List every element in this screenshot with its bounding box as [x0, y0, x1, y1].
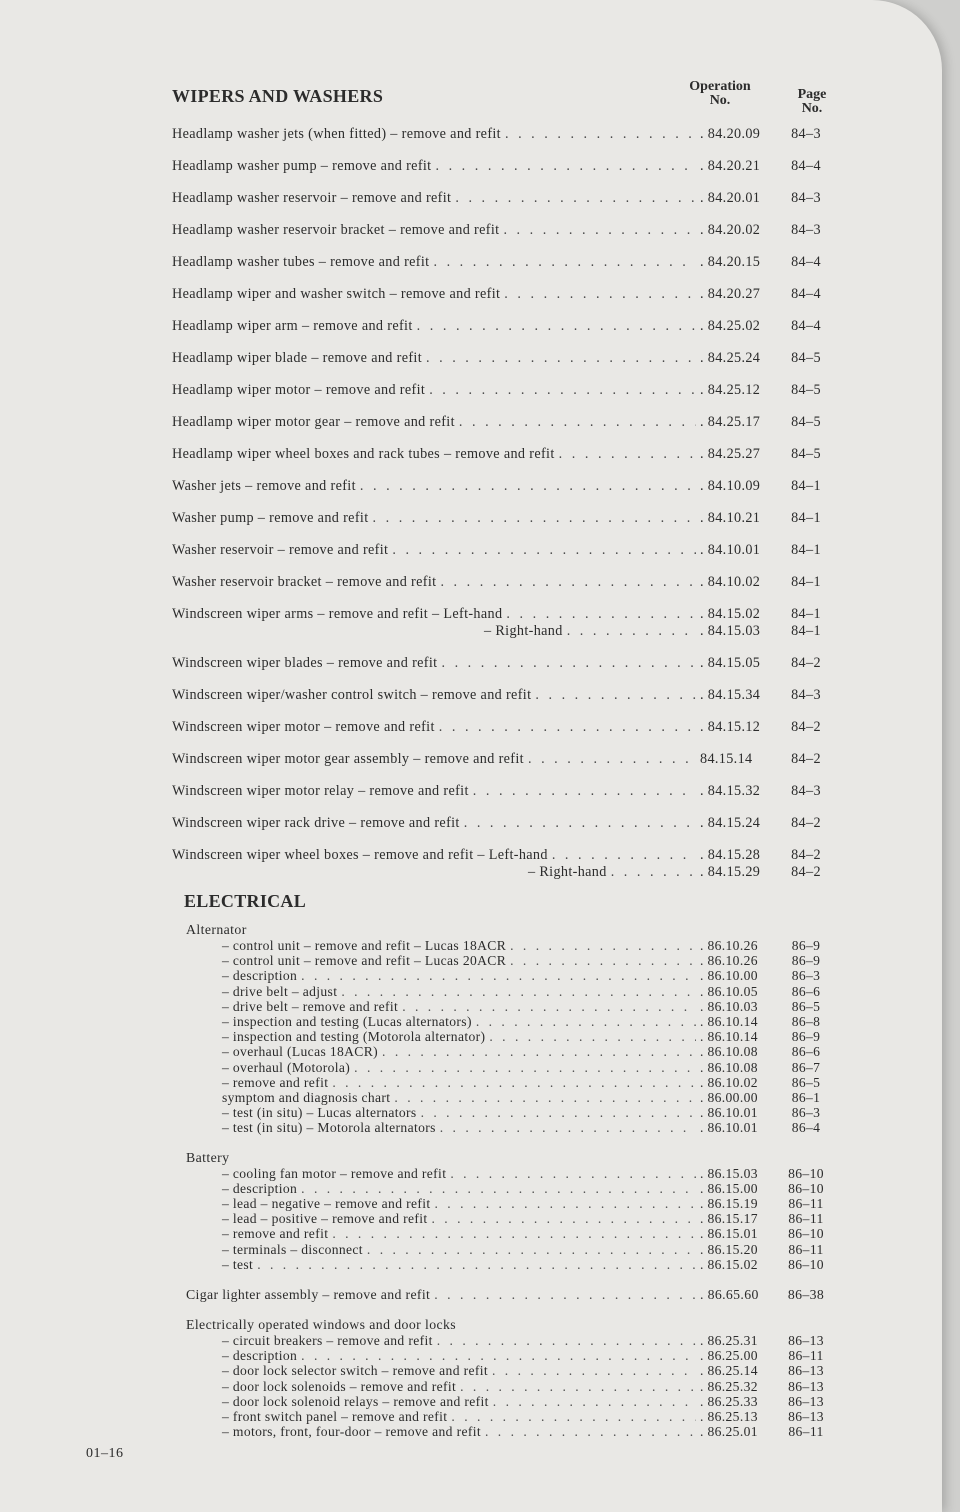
dot-leader — [451, 1409, 696, 1424]
page-number: 84–5 — [791, 446, 821, 462]
index-entry — [172, 446, 836, 463]
operation-header-line1: Operation — [689, 79, 751, 94]
index-entry — [172, 382, 836, 399]
electrical-list — [172, 922, 836, 1439]
entry-description: Washer reservoir – remove and refit — [172, 542, 389, 558]
entry-description: Windscreen wiper motor – remove and refit — [172, 719, 435, 735]
operation-no-header — [680, 80, 760, 108]
operation-number: . 86.25.01 — [700, 1424, 758, 1440]
dot-leader — [301, 1348, 696, 1363]
dot-leader — [441, 655, 696, 672]
dot-leader — [367, 1242, 696, 1257]
dot-leader — [439, 719, 696, 736]
index-entry — [172, 655, 836, 672]
entry-description: Headlamp wiper wheel boxes and rack tubes – remove and refit — [172, 446, 555, 462]
page-number: 84–4 — [791, 158, 821, 174]
entry-description: – door lock solenoid relays – remove and refit — [222, 1393, 489, 1409]
operation-number: . 86.25.31 — [700, 1333, 758, 1349]
operation-number: . 84.10.21 — [700, 510, 761, 526]
entry-description: – motors, front, four-door – remove and refit — [222, 1424, 481, 1440]
page-number: 86–10 — [788, 1165, 824, 1181]
page-number: 84–1 — [791, 606, 821, 622]
wiper-arms-entry — [172, 606, 836, 640]
entry-description: – description — [222, 1348, 298, 1364]
dot-leader — [476, 1014, 696, 1029]
index-entry — [186, 938, 836, 953]
index-entry — [186, 1090, 836, 1105]
page-no-header — [784, 88, 840, 116]
page-number: 86–10 — [788, 1226, 824, 1242]
entry-description: – inspection and testing (Motorola alternator) — [222, 1029, 486, 1045]
operation-number: . 84.15.34 — [700, 687, 761, 703]
page-number: 86–8 — [791, 1014, 821, 1030]
operation-number: . 84.25.12 — [700, 382, 761, 398]
page-number: 86–13 — [788, 1393, 824, 1409]
dot-leader — [611, 864, 696, 881]
index-entry — [172, 719, 836, 736]
page-number: 86–13 — [788, 1363, 824, 1379]
dot-leader — [332, 1075, 696, 1090]
page-number: 84–2 — [791, 719, 821, 735]
operation-number: . 86.15.01 — [700, 1226, 758, 1242]
operation-number: . 86.25.32 — [700, 1378, 758, 1394]
index-entry — [186, 984, 836, 999]
operation-number: . 86.10.08 — [700, 1044, 758, 1060]
operation-number: . 84.10.09 — [700, 478, 761, 494]
operation-number: . 86.25.33 — [700, 1393, 758, 1409]
page-number: 86–4 — [791, 1120, 821, 1136]
page-number: 86–3 — [791, 968, 821, 984]
operation-number: . 86.65.60 — [700, 1287, 759, 1303]
page-header-line1: Page — [797, 87, 827, 102]
dot-leader — [506, 606, 696, 623]
page-number: 84–5 — [791, 350, 821, 366]
page-number: 86–11 — [788, 1241, 824, 1257]
page-number: 84–3 — [791, 783, 821, 799]
index-entry — [186, 953, 836, 968]
operation-number: . 86.15.03 — [700, 1165, 758, 1181]
dot-leader — [437, 1333, 696, 1348]
dot-leader — [535, 687, 696, 704]
dot-leader — [493, 1394, 696, 1409]
page-footer-number: 01–16 — [86, 1446, 124, 1461]
index-entry — [186, 1105, 836, 1120]
dot-leader — [429, 382, 696, 399]
entry-description: – drive belt – adjust — [222, 983, 338, 999]
operation-number: . 86.10.01 — [700, 1105, 758, 1121]
wheel-boxes-entry — [172, 847, 836, 881]
entry-description: Headlamp wiper motor gear – remove and refit — [172, 414, 455, 430]
operation-number: . 86.10.02 — [700, 1074, 758, 1090]
dot-leader — [492, 1363, 696, 1378]
page-number: 86–13 — [788, 1378, 824, 1394]
operation-number: . 84.15.32 — [700, 783, 761, 799]
operation-number: . 84.20.21 — [700, 158, 761, 174]
section-header — [172, 78, 836, 126]
operation-number: 84.15.14 — [700, 751, 753, 767]
index-entry — [186, 1060, 836, 1075]
operation-number: . 86.10.00 — [700, 968, 758, 984]
operation-number: . 86.00.00 — [700, 1090, 758, 1106]
page-number: 84–4 — [791, 286, 821, 302]
entry-description: Headlamp washer reservoir – remove and refit — [172, 190, 452, 206]
operation-number: . 84.10.01 — [700, 542, 761, 558]
page-number: 86–13 — [788, 1333, 824, 1349]
index-entry — [186, 1348, 836, 1363]
page-number: 86–9 — [791, 938, 821, 953]
entry-description: – door lock selector switch – remove and refit — [222, 1363, 488, 1379]
dot-leader — [528, 751, 696, 768]
operation-number: . 84.20.02 — [700, 222, 761, 238]
index-entry — [172, 254, 836, 271]
dot-leader — [435, 1196, 697, 1211]
operation-number: . 84.20.09 — [700, 126, 761, 142]
dot-leader — [257, 1257, 696, 1272]
index-entry — [186, 1394, 836, 1409]
dot-leader — [417, 318, 696, 335]
dot-leader — [354, 1060, 696, 1075]
entry-description: Headlamp wiper arm – remove and refit — [172, 318, 413, 334]
entry-description: – Right-hand — [484, 623, 563, 639]
dot-leader — [435, 158, 696, 175]
dot-leader — [473, 783, 696, 800]
index-entry — [172, 751, 836, 768]
operation-number: . 86.10.14 — [700, 1014, 758, 1030]
entry-description: – remove and refit — [222, 1226, 329, 1242]
entry-description: – description — [222, 968, 298, 984]
operation-number: . 84.15.02 — [700, 606, 761, 622]
cigar-lighter-entry — [186, 1286, 836, 1303]
index-entry — [186, 1181, 836, 1196]
index-entry — [186, 1242, 836, 1257]
page-number: 86–10 — [788, 1256, 824, 1272]
operation-header-line2: No. — [709, 93, 731, 108]
operation-number: . 86.10.01 — [700, 1120, 758, 1136]
index-entry — [186, 1424, 836, 1439]
index-entry — [186, 1409, 836, 1424]
page-number: 86–1 — [791, 1090, 821, 1106]
alternator-items — [186, 938, 836, 1136]
index-entry — [172, 414, 836, 431]
index-entry — [172, 815, 836, 832]
index-entry — [172, 318, 836, 335]
group-label: Battery — [186, 1149, 230, 1165]
entry-description: – inspection and testing (Lucas alternators) — [222, 1014, 472, 1030]
index-entry — [186, 1226, 836, 1241]
page-number: 84–5 — [791, 414, 821, 430]
operation-number: . 86.10.05 — [700, 983, 758, 999]
operation-number: . 86.10.08 — [700, 1059, 758, 1075]
index-entry — [186, 1333, 836, 1348]
index-entry — [172, 158, 836, 175]
operation-number: . 84.20.27 — [700, 286, 761, 302]
page-number: 84–1 — [791, 542, 821, 558]
index-entry — [186, 968, 836, 983]
entry-description: – lead – negative – remove and refit — [222, 1196, 431, 1212]
operation-number: . 86.15.17 — [700, 1211, 758, 1227]
operation-number: . 86.10.26 — [700, 938, 758, 953]
entry-description: – test (in situ) – Lucas alternators — [222, 1105, 417, 1121]
page-number: 84–1 — [791, 510, 821, 526]
alternator-group — [186, 922, 836, 1136]
entry-description: – overhaul (Lucas 18ACR) — [222, 1044, 379, 1060]
page-number: 86–5 — [791, 1074, 821, 1090]
entry-description: Windscreen wiper motor gear assembly – remove and refit — [172, 751, 524, 767]
entry-description: – circuit breakers – remove and refit — [222, 1333, 433, 1349]
entry-description: – remove and refit — [222, 1074, 329, 1090]
index-entry — [186, 1211, 836, 1226]
dot-leader — [503, 222, 696, 239]
dot-leader — [332, 1226, 696, 1241]
operation-number: . 86.15.00 — [700, 1180, 758, 1196]
page-number: 86–10 — [788, 1180, 824, 1196]
operation-number: . 84.25.24 — [700, 350, 761, 366]
index-entry — [172, 574, 836, 591]
operation-number: . 84.20.15 — [700, 254, 761, 270]
index-entry — [186, 999, 836, 1014]
operation-number: . 84.15.28 — [700, 847, 761, 863]
entry-description: Windscreen wiper wheel boxes – remove and refit – Left-hand — [172, 847, 548, 863]
dot-leader — [432, 1211, 697, 1226]
section-title: WIPERS AND WASHERS — [172, 86, 384, 106]
page-number: 84–5 — [791, 382, 821, 398]
entry-description: Headlamp washer reservoir bracket – remove and refit — [172, 222, 500, 238]
page-number: 86–11 — [788, 1424, 824, 1440]
entry-description: – overhaul (Motorola) — [222, 1059, 351, 1075]
entry-description: – test (in situ) – Motorola alternators — [222, 1120, 436, 1136]
page-number: 84–2 — [791, 864, 821, 880]
operation-number: . 86.10.26 — [700, 953, 758, 969]
page-number: 86–7 — [791, 1059, 821, 1075]
entry-description: Headlamp washer tubes – remove and refit — [172, 254, 430, 270]
operation-number: . 84.10.02 — [700, 574, 761, 590]
operation-number: . 86.25.00 — [700, 1348, 758, 1364]
index-entry — [186, 1044, 836, 1059]
dot-leader — [459, 414, 696, 431]
index-entry — [186, 1196, 836, 1211]
entry-description: Windscreen wiper arms – remove and refit – Left-hand — [172, 606, 503, 622]
index-entry — [172, 783, 836, 800]
dot-leader — [460, 1379, 696, 1394]
index-entry — [172, 478, 836, 495]
dot-leader — [421, 1105, 696, 1120]
battery-items — [186, 1166, 836, 1272]
operation-number: . 86.10.14 — [700, 1029, 758, 1045]
dot-leader — [301, 968, 696, 983]
dot-leader — [440, 574, 696, 591]
index-entry — [172, 126, 836, 143]
operation-number: . 86.10.03 — [700, 998, 758, 1014]
dot-leader — [510, 953, 696, 968]
operation-number: . 86.25.14 — [700, 1363, 758, 1379]
entry-description: – front switch panel – remove and refit — [222, 1409, 448, 1425]
operation-number: . 84.25.02 — [700, 318, 761, 334]
group-label: Electrically operated windows and door locks — [186, 1317, 457, 1333]
entry-description: Windscreen wiper rack drive – remove and refit — [172, 815, 460, 831]
index-entry — [186, 1014, 836, 1029]
dot-leader — [489, 1029, 696, 1044]
operation-number: . 84.15.03 — [700, 623, 761, 639]
page-number: 86–5 — [791, 998, 821, 1014]
entry-description: symptom and diagnosis chart — [222, 1090, 391, 1106]
page-number: 84–2 — [791, 847, 821, 863]
entry-description: – door lock solenoids – remove and refit — [222, 1378, 457, 1394]
operation-number: . 84.25.17 — [700, 414, 761, 430]
battery-group — [186, 1150, 836, 1272]
index-entry — [186, 1166, 836, 1181]
dot-leader — [392, 542, 696, 559]
entry-description: Headlamp washer pump – remove and refit — [172, 158, 432, 174]
operation-number: . 84.15.12 — [700, 719, 761, 735]
index-content — [172, 78, 836, 1453]
index-entry — [186, 1363, 836, 1378]
dot-leader — [341, 984, 696, 999]
index-entry — [186, 1379, 836, 1394]
page-number: 86–6 — [791, 983, 821, 999]
operation-number: . 86.15.20 — [700, 1241, 758, 1257]
operation-number: . 84.15.24 — [700, 815, 761, 831]
index-entry — [172, 542, 836, 559]
entry-description: – test — [222, 1256, 254, 1272]
page-number: 84–3 — [791, 687, 821, 703]
index-entry — [172, 222, 836, 239]
wipers-list-2 — [172, 655, 836, 832]
page-number: 84–1 — [791, 478, 821, 494]
page-number: 84–1 — [791, 623, 821, 639]
page-number: 84–3 — [791, 222, 821, 238]
windows-group — [186, 1317, 836, 1439]
entry-description: Cigar lighter assembly – remove and refit — [186, 1287, 431, 1303]
dot-leader — [485, 1424, 696, 1439]
dot-leader — [402, 999, 696, 1014]
page-number: 86–3 — [791, 1105, 821, 1121]
entry-description: Windscreen wiper motor relay – remove and refit — [172, 783, 469, 799]
entry-description: Headlamp washer jets (when fitted) – remove and refit — [172, 126, 501, 142]
dot-leader — [510, 938, 696, 953]
dot-leader — [360, 478, 696, 495]
index-entry — [186, 1075, 836, 1090]
entry-description: – control unit – remove and refit – Lucas 18ACR — [222, 938, 507, 953]
index-entry — [172, 190, 836, 207]
dot-leader — [394, 1090, 696, 1105]
entry-description: – control unit – remove and refit – Lucas 20ACR — [222, 953, 507, 969]
page-number: 86–6 — [791, 1044, 821, 1060]
operation-number: . 84.25.27 — [700, 446, 761, 462]
entry-description: Headlamp wiper and washer switch – remove and refit — [172, 286, 501, 302]
index-entry — [186, 1120, 836, 1135]
electrical-title: ELECTRICAL — [184, 891, 307, 911]
entry-description: Windscreen wiper blades – remove and refit — [172, 655, 438, 671]
entry-description: – drive belt – remove and refit — [222, 998, 399, 1014]
dot-leader — [440, 1120, 696, 1135]
entry-description: – Right-hand — [528, 864, 607, 880]
entry-description: – terminals – disconnect — [222, 1241, 363, 1257]
index-entry — [172, 286, 836, 303]
page-number: 84–2 — [791, 815, 821, 831]
page-number: 86–9 — [791, 953, 821, 969]
dot-leader — [301, 1181, 696, 1196]
page-number: 84–4 — [791, 318, 821, 334]
index-entry — [186, 1029, 836, 1044]
entry-description: Washer reservoir bracket – remove and refit — [172, 574, 437, 590]
page-number: 86–11 — [788, 1211, 824, 1227]
index-entry — [172, 510, 836, 527]
entry-description: – description — [222, 1180, 298, 1196]
operation-number: . 84.20.01 — [700, 190, 761, 206]
page-number: 84–4 — [791, 254, 821, 270]
dot-leader — [433, 254, 696, 271]
operation-number: . 84.15.29 — [700, 864, 761, 880]
page-number: 86–9 — [791, 1029, 821, 1045]
page-number: 86–11 — [788, 1196, 824, 1212]
page-number: 84–1 — [791, 574, 821, 590]
dot-leader — [426, 350, 696, 367]
group-label: Alternator — [186, 922, 247, 937]
operation-number: . 86.15.02 — [700, 1256, 758, 1272]
dot-leader — [434, 1286, 696, 1303]
dot-leader — [559, 446, 696, 463]
index-entry — [172, 687, 836, 704]
page-number: 84–3 — [791, 126, 821, 142]
entry-description: – lead – positive – remove and refit — [222, 1211, 428, 1227]
page-number: 84–2 — [791, 751, 821, 767]
dot-leader — [455, 190, 696, 207]
dot-leader — [504, 286, 696, 303]
dot-leader — [450, 1166, 696, 1181]
page-number: 84–2 — [791, 655, 821, 671]
dot-leader — [552, 847, 696, 864]
entry-description: – cooling fan motor – remove and refit — [222, 1165, 447, 1181]
windows-items — [186, 1333, 836, 1439]
dot-leader — [464, 815, 696, 832]
page-number: 86–13 — [788, 1409, 824, 1425]
index-entry — [172, 350, 836, 367]
operation-number: . 84.15.05 — [700, 655, 761, 671]
entry-description: Headlamp wiper blade – remove and refit — [172, 350, 423, 366]
dot-leader — [505, 126, 696, 143]
wipers-list — [172, 126, 836, 591]
entry-description: Windscreen wiper/washer control switch – remove and refit — [172, 687, 532, 703]
dot-leader — [567, 623, 696, 640]
dot-leader — [382, 1044, 696, 1059]
page-number: 86–11 — [788, 1348, 824, 1364]
entry-description: Headlamp wiper motor – remove and refit — [172, 382, 426, 398]
dot-leader — [373, 510, 697, 527]
page-number: 86–38 — [787, 1287, 825, 1303]
page-number: 84–3 — [791, 190, 821, 206]
page-header-line2: No. — [801, 101, 823, 116]
operation-number: . 86.15.19 — [700, 1196, 758, 1212]
entry-description: Washer jets – remove and refit — [172, 478, 356, 494]
index-entry — [186, 1257, 836, 1272]
entry-description: Washer pump – remove and refit — [172, 510, 369, 526]
operation-number: . 86.25.13 — [700, 1409, 758, 1425]
